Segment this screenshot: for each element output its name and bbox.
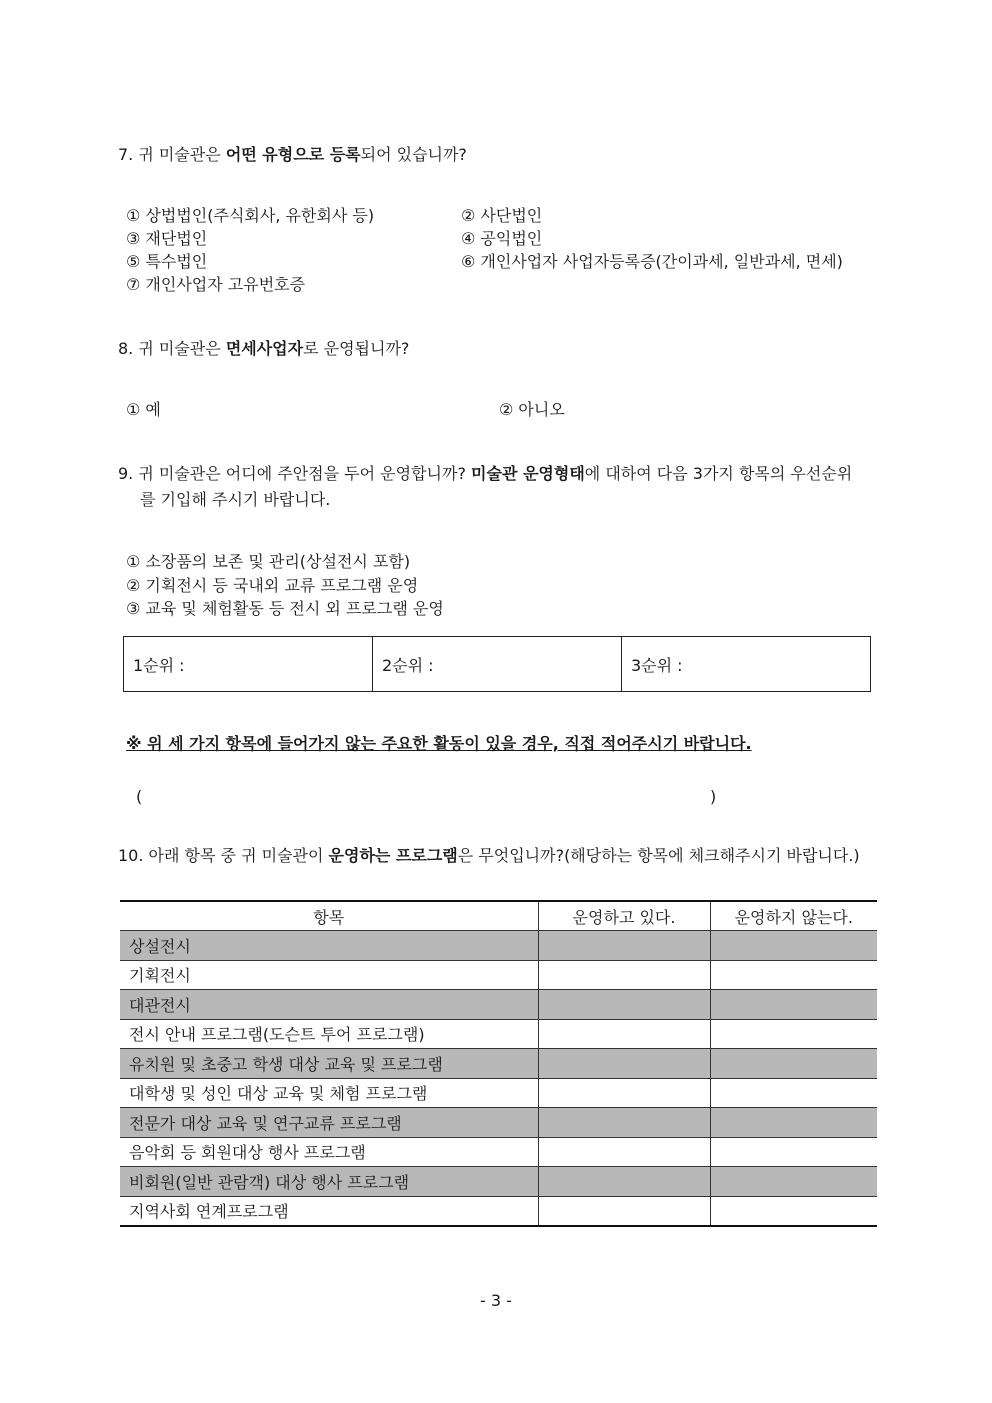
program-table bbox=[120, 900, 877, 1227]
table-row bbox=[120, 1196, 877, 1226]
q10-text-bold: 운영하는 프로그램 bbox=[328, 846, 458, 865]
question-8 bbox=[118, 336, 409, 359]
check-not-operating-cell[interactable] bbox=[710, 1108, 877, 1138]
q7-option-3[interactable]: ③ 재단법인 bbox=[126, 229, 208, 248]
check-operating-cell[interactable] bbox=[538, 1108, 710, 1138]
row-label: 전문가 대상 교육 및 연구교류 프로그램 bbox=[120, 1108, 538, 1138]
check-operating-cell[interactable] bbox=[538, 1137, 710, 1167]
table-row bbox=[120, 1078, 877, 1108]
check-not-operating-cell[interactable] bbox=[710, 1078, 877, 1108]
q7-option-4[interactable]: ④ 공익법인 bbox=[461, 229, 543, 248]
check-operating-cell[interactable] bbox=[538, 960, 710, 990]
q8-option-yes[interactable]: ① 예 bbox=[126, 400, 161, 419]
q7-text-bold: 어떤 유형으로 등록 bbox=[225, 145, 361, 164]
row-label: 기획전시 bbox=[120, 960, 538, 990]
check-operating-cell[interactable] bbox=[538, 931, 710, 961]
q7-option-1[interactable]: ① 상법법인(주식회사, 유한회사 등) bbox=[126, 206, 375, 225]
row-label: 비회원(일반 관람객) 대상 행사 프로그램 bbox=[120, 1167, 538, 1197]
q8-text-pre: 8. 귀 미술관은 bbox=[118, 339, 226, 358]
table-row bbox=[120, 1019, 877, 1049]
q7-option-7[interactable]: ⑦ 개인사업자 고유번호증 bbox=[126, 275, 306, 294]
check-operating-cell[interactable] bbox=[538, 1196, 710, 1226]
q9-text-line2: 를 기입해 주시기 바랍니다. bbox=[140, 490, 331, 509]
q9-item-3: ③ 교육 및 체험활동 등 전시 외 프로그램 운영 bbox=[126, 599, 444, 618]
check-operating-cell[interactable] bbox=[538, 1019, 710, 1049]
check-operating-cell[interactable] bbox=[538, 1078, 710, 1108]
check-not-operating-cell[interactable] bbox=[710, 1137, 877, 1167]
row-label: 유치원 및 초중고 학생 대상 교육 및 프로그램 bbox=[120, 1049, 538, 1079]
table-row bbox=[120, 1049, 877, 1079]
row-label: 지역사회 연계프로그램 bbox=[120, 1196, 538, 1226]
q8-text-bold: 면세사업자 bbox=[225, 339, 304, 358]
row-label: 음악회 등 회원대상 행사 프로그램 bbox=[120, 1137, 538, 1167]
q9-item-1: ① 소장품의 보존 및 관리(상설전시 포함) bbox=[126, 552, 411, 571]
q10-text-pre: 10. 아래 항목 중 귀 미술관이 bbox=[118, 846, 329, 865]
question-9 bbox=[118, 461, 852, 484]
check-operating-cell[interactable] bbox=[538, 1049, 710, 1079]
q7-text-pre: 7. 귀 미술관은 bbox=[118, 145, 226, 164]
rank-3-field[interactable] bbox=[622, 637, 870, 691]
q9-text-pre: 9. 귀 미술관은 어디에 주안점을 두어 운영합니까? bbox=[118, 464, 472, 483]
row-label: 대학생 및 성인 대상 교육 및 체험 프로그램 bbox=[120, 1078, 538, 1108]
q8-text-post: 로 운영됩니까? bbox=[303, 339, 410, 358]
check-not-operating-cell[interactable] bbox=[710, 1196, 877, 1226]
table-row bbox=[120, 990, 877, 1020]
q10-text-post: 은 무엇입니까?(해당하는 항목에 체크해주시기 바랍니다.) bbox=[457, 846, 860, 865]
check-not-operating-cell[interactable] bbox=[710, 1019, 877, 1049]
check-operating-cell[interactable] bbox=[538, 990, 710, 1020]
check-not-operating-cell[interactable] bbox=[710, 1049, 877, 1079]
check-not-operating-cell[interactable] bbox=[710, 1167, 877, 1197]
row-label: 전시 안내 프로그램(도슨트 투어 프로그램) bbox=[120, 1019, 538, 1049]
table-header-row bbox=[120, 901, 877, 931]
other-activity-close-paren: ) bbox=[710, 787, 717, 806]
header-item: 항목 bbox=[120, 901, 538, 931]
q7-option-5[interactable]: ⑤ 특수법인 bbox=[126, 252, 208, 271]
q9-note: ※ 위 세 가지 항목에 들어가지 않는 주요한 활동이 있을 경우, 직접 적어주시기 바랍니다. bbox=[126, 734, 752, 753]
q7-option-6[interactable]: ⑥ 개인사업자 사업자등록증(간이과세, 일반과세, 면세) bbox=[461, 252, 843, 271]
question-10 bbox=[118, 843, 860, 866]
header-not-operating: 운영하지 않는다. bbox=[710, 901, 877, 931]
table-row bbox=[120, 1137, 877, 1167]
check-not-operating-cell[interactable] bbox=[710, 990, 877, 1020]
page-number: - 3 - bbox=[480, 1291, 512, 1310]
check-not-operating-cell[interactable] bbox=[710, 931, 877, 961]
question-7 bbox=[118, 142, 467, 165]
q9-text-bold: 미술관 운영형태 bbox=[471, 464, 585, 483]
rank-3-label: 3순위 : bbox=[631, 655, 683, 675]
q7-option-2[interactable]: ② 사단법인 bbox=[461, 206, 543, 225]
table-row bbox=[120, 1167, 877, 1197]
rank-1-field[interactable] bbox=[124, 637, 373, 691]
rank-1-label: 1순위 : bbox=[133, 655, 185, 675]
row-label: 대관전시 bbox=[120, 990, 538, 1020]
q8-option-no[interactable]: ② 아니오 bbox=[499, 400, 565, 419]
check-not-operating-cell[interactable] bbox=[710, 960, 877, 990]
other-activity-open-paren: ( bbox=[136, 787, 143, 806]
q7-text-post: 되어 있습니까? bbox=[360, 145, 467, 164]
table-row bbox=[120, 960, 877, 990]
table-row bbox=[120, 1108, 877, 1138]
table-row bbox=[120, 931, 877, 961]
priority-table bbox=[123, 636, 871, 692]
rank-2-field[interactable] bbox=[373, 637, 622, 691]
q9-item-2: ② 기획전시 등 국내외 교류 프로그램 운영 bbox=[126, 576, 419, 595]
check-operating-cell[interactable] bbox=[538, 1167, 710, 1197]
header-operating: 운영하고 있다. bbox=[538, 901, 710, 931]
rank-2-label: 2순위 : bbox=[382, 655, 434, 675]
other-activity-input[interactable] bbox=[150, 784, 700, 808]
q9-text-post: 에 대하여 다음 3가지 항목의 우선순위 bbox=[584, 464, 853, 483]
row-label: 상설전시 bbox=[120, 931, 538, 961]
